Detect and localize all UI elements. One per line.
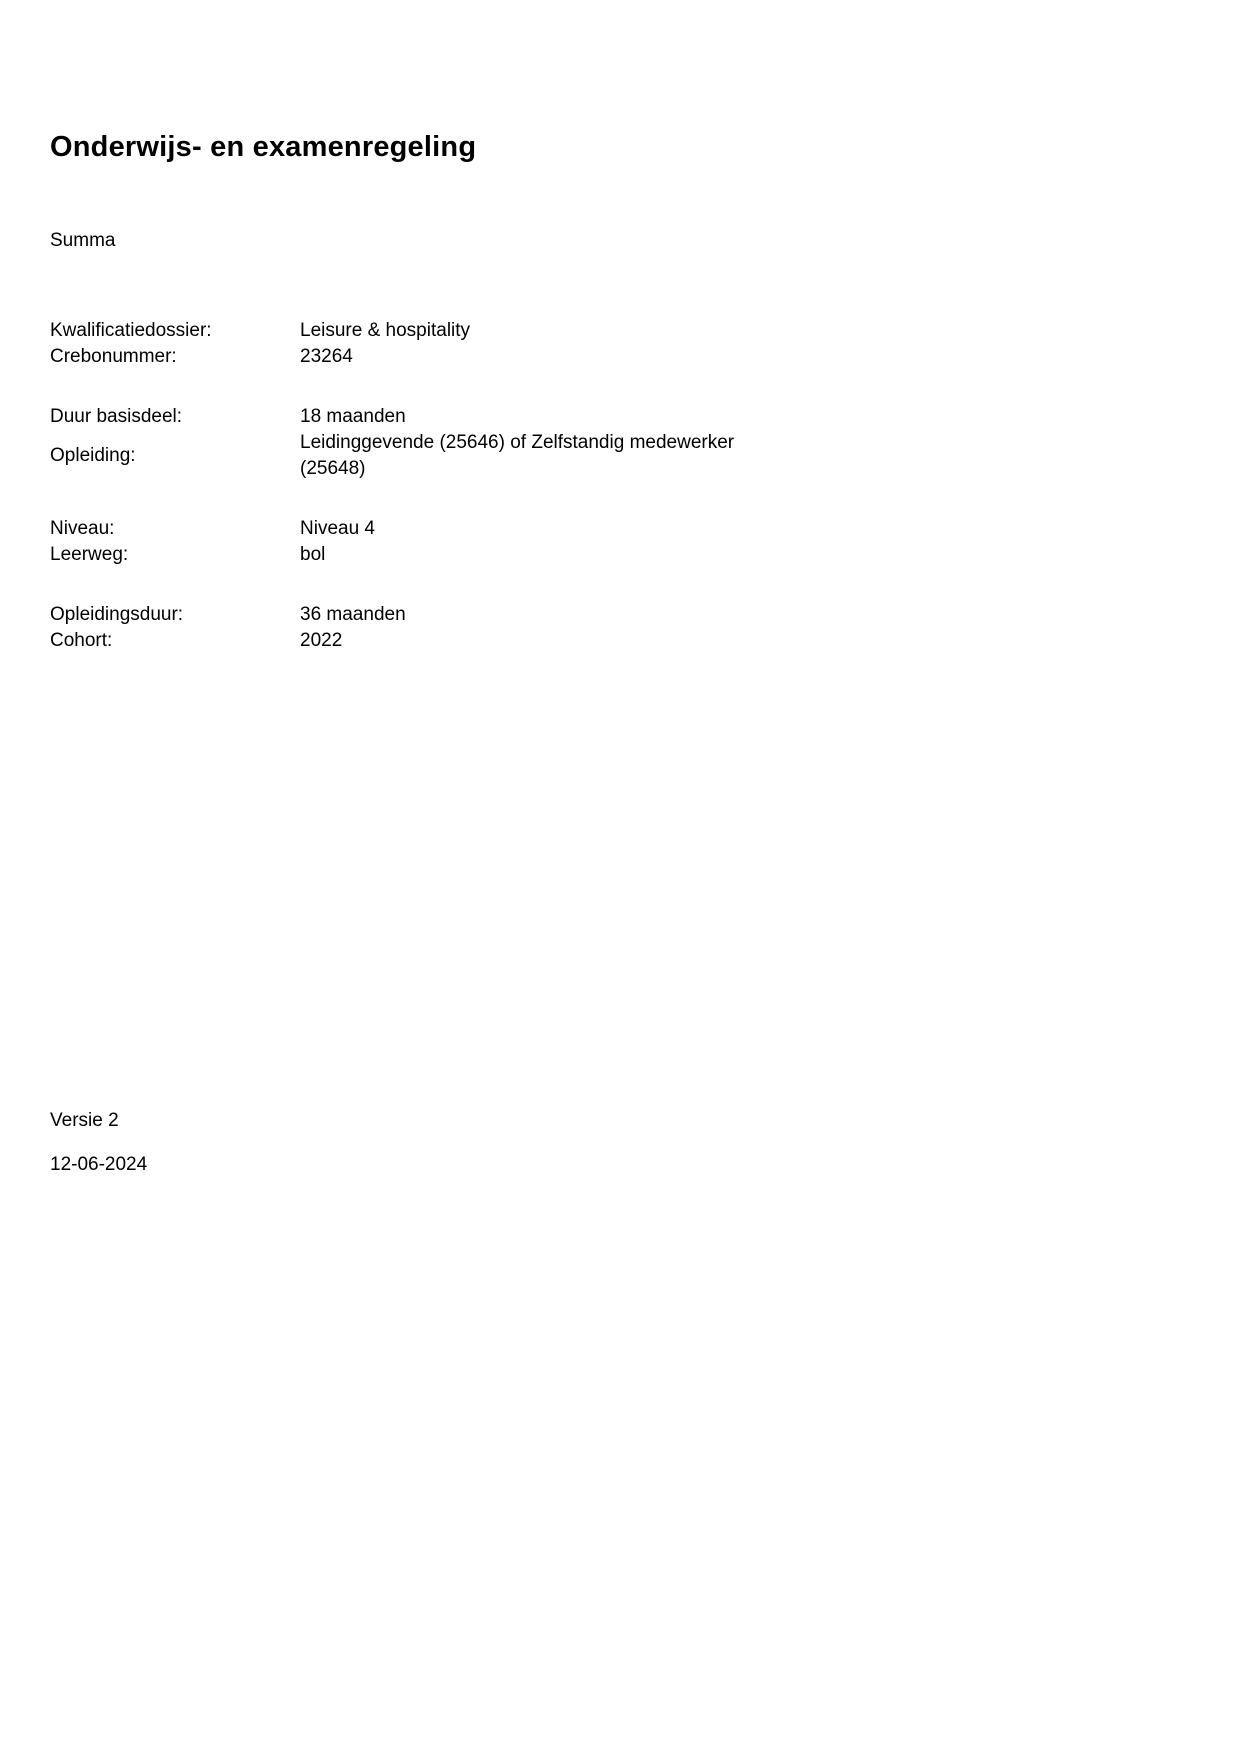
field-group-kwalificatie bbox=[50, 318, 810, 370]
field-value-duur-basisdeel: 18 maanden bbox=[300, 406, 406, 427]
field-value-crebonummer: 23264 bbox=[300, 346, 353, 367]
field-row-leerweg bbox=[50, 542, 810, 568]
version-label: Versie 2 bbox=[50, 1110, 119, 1131]
field-value-cohort: 2022 bbox=[300, 630, 343, 651]
field-label-opleidingsduur: Opleidingsduur: bbox=[50, 604, 184, 625]
field-row-opleiding bbox=[50, 430, 810, 482]
field-value-kwalificatiedossier: Leisure & hospitality bbox=[300, 320, 471, 341]
field-label-crebonummer: Crebonummer: bbox=[50, 346, 177, 367]
field-row-duur-basisdeel bbox=[50, 404, 810, 430]
field-group-opleiding bbox=[50, 404, 810, 482]
field-group-niveau bbox=[50, 516, 810, 568]
field-row-niveau bbox=[50, 516, 810, 542]
page-title: Onderwijs- en examenregeling bbox=[50, 131, 477, 163]
field-label-kwalificatiedossier: Kwalificatiedossier: bbox=[50, 320, 212, 341]
field-value-opleiding: Leidinggevende (25646) of Zelfstandig medewerker (25648) bbox=[300, 432, 735, 479]
field-value-niveau: Niveau 4 bbox=[300, 518, 375, 539]
field-label-leerweg: Leerweg: bbox=[50, 544, 129, 565]
field-row-crebonummer bbox=[50, 344, 810, 370]
field-value-leerweg: bol bbox=[300, 544, 326, 565]
field-row-cohort bbox=[50, 628, 810, 654]
field-label-duur-basisdeel: Duur basisdeel: bbox=[50, 406, 183, 427]
metadata-fields bbox=[50, 318, 810, 654]
field-label-niveau: Niveau: bbox=[50, 518, 115, 539]
date-label: 12-06-2024 bbox=[50, 1154, 148, 1175]
field-group-duur-cohort bbox=[50, 602, 810, 654]
field-label-opleiding: Opleiding: bbox=[50, 445, 136, 466]
field-row-opleidingsduur bbox=[50, 602, 810, 628]
field-value-opleidingsduur: 36 maanden bbox=[300, 604, 406, 625]
field-row-kwalificatiedossier bbox=[50, 318, 810, 344]
organization-name: Summa bbox=[50, 230, 116, 251]
field-label-cohort: Cohort: bbox=[50, 630, 113, 651]
